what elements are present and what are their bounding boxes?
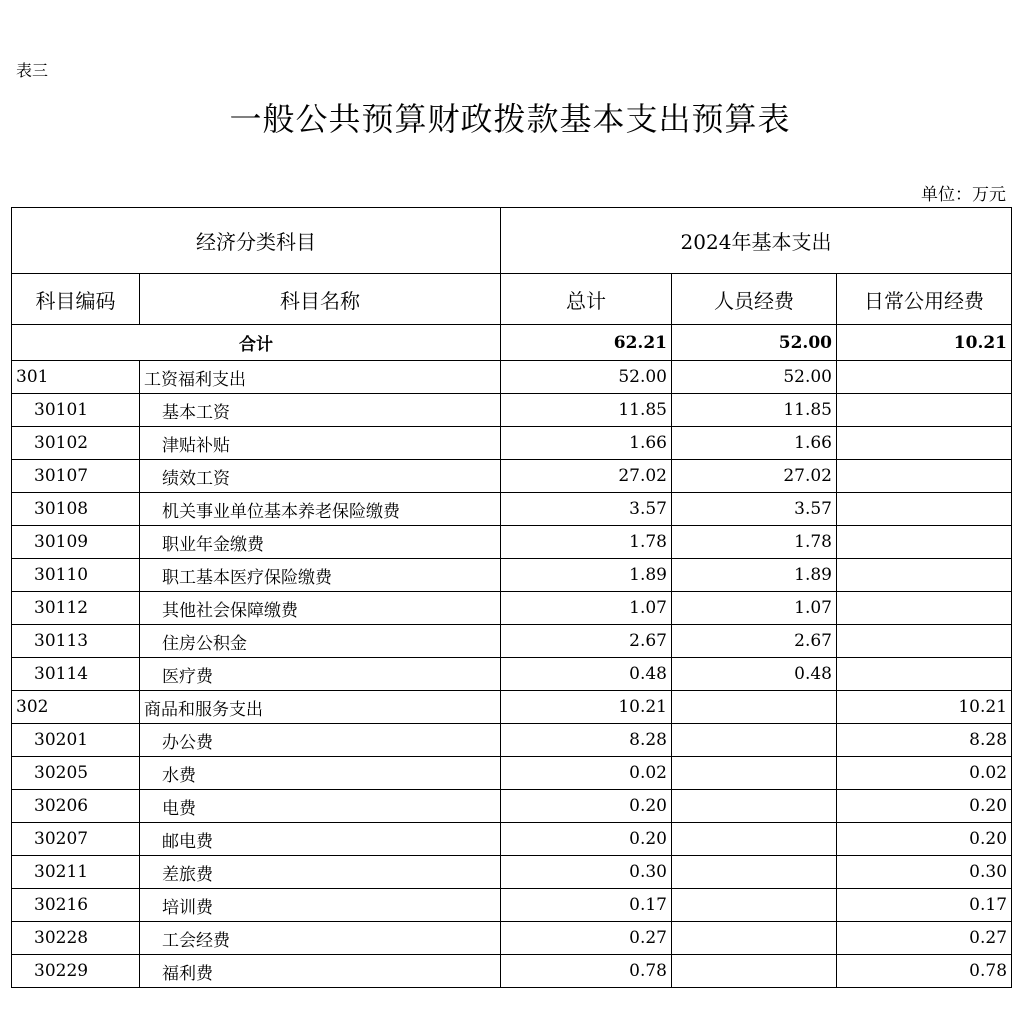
row-personnel: 11.85 — [672, 394, 837, 427]
row-code: 30108 — [12, 493, 140, 526]
row-personnel — [672, 889, 837, 922]
row-personnel: 2.67 — [672, 625, 837, 658]
row-code: 30229 — [12, 955, 140, 988]
row-code: 30114 — [12, 658, 140, 691]
row-total: 0.30 — [501, 856, 672, 889]
total-label: 合计 — [12, 325, 501, 361]
row-total: 1.78 — [501, 526, 672, 559]
table-row — [12, 856, 1012, 889]
row-name: 电费 — [140, 790, 501, 823]
row-personnel — [672, 922, 837, 955]
header-econ-classification: 经济分类科目 — [12, 208, 501, 274]
row-total: 52.00 — [501, 361, 672, 394]
total-total: 62.21 — [501, 325, 672, 361]
row-public — [837, 493, 1012, 526]
row-name: 机关事业单位基本养老保险缴费 — [140, 493, 501, 526]
table-row — [12, 790, 1012, 823]
row-personnel: 1.89 — [672, 559, 837, 592]
budget-table — [11, 207, 1012, 988]
row-code: 30102 — [12, 427, 140, 460]
table-body — [12, 208, 1012, 988]
row-personnel — [672, 823, 837, 856]
row-name: 差旅费 — [140, 856, 501, 889]
table-row — [12, 724, 1012, 757]
row-personnel: 52.00 — [672, 361, 837, 394]
row-public — [837, 361, 1012, 394]
row-public: 0.27 — [837, 922, 1012, 955]
row-personnel — [672, 856, 837, 889]
row-personnel: 1.07 — [672, 592, 837, 625]
unit-label: 单位：万元 — [921, 185, 1006, 205]
page-title: 一般公共预算财政拨款基本支出预算表 — [229, 100, 791, 138]
row-code: 30206 — [12, 790, 140, 823]
row-code: 30109 — [12, 526, 140, 559]
row-code: 30228 — [12, 922, 140, 955]
row-code: 30205 — [12, 757, 140, 790]
header-row-group — [12, 208, 1012, 274]
row-personnel: 3.57 — [672, 493, 837, 526]
row-code: 30211 — [12, 856, 140, 889]
row-name: 办公费 — [140, 724, 501, 757]
header-code: 科目编码 — [12, 274, 140, 325]
header-public: 日常公用经费 — [837, 274, 1012, 325]
row-code: 30107 — [12, 460, 140, 493]
row-personnel — [672, 790, 837, 823]
row-name: 绩效工资 — [140, 460, 501, 493]
row-name: 医疗费 — [140, 658, 501, 691]
row-total: 27.02 — [501, 460, 672, 493]
row-personnel — [672, 955, 837, 988]
row-personnel: 1.66 — [672, 427, 837, 460]
row-personnel: 1.78 — [672, 526, 837, 559]
row-code: 302 — [12, 691, 140, 724]
row-total: 0.48 — [501, 658, 672, 691]
row-code: 30216 — [12, 889, 140, 922]
row-name: 福利费 — [140, 955, 501, 988]
row-name: 职业年金缴费 — [140, 526, 501, 559]
header-row-columns — [12, 274, 1012, 325]
table-row — [12, 493, 1012, 526]
row-public: 10.21 — [837, 691, 1012, 724]
row-total: 2.67 — [501, 625, 672, 658]
row-total: 11.85 — [501, 394, 672, 427]
row-code: 30110 — [12, 559, 140, 592]
row-public: 8.28 — [837, 724, 1012, 757]
row-name: 住房公积金 — [140, 625, 501, 658]
row-public: 0.20 — [837, 823, 1012, 856]
table-row — [12, 394, 1012, 427]
total-row — [12, 325, 1012, 361]
row-name: 商品和服务支出 — [140, 691, 501, 724]
table-row — [12, 427, 1012, 460]
row-name: 职工基本医疗保险缴费 — [140, 559, 501, 592]
row-public — [837, 658, 1012, 691]
row-name: 邮电费 — [140, 823, 501, 856]
row-name: 工资福利支出 — [140, 361, 501, 394]
table-row — [12, 889, 1012, 922]
row-public: 0.17 — [837, 889, 1012, 922]
row-public: 0.02 — [837, 757, 1012, 790]
row-total: 0.20 — [501, 790, 672, 823]
row-public — [837, 559, 1012, 592]
row-name: 津贴补贴 — [140, 427, 501, 460]
total-public: 10.21 — [837, 325, 1012, 361]
header-total: 总计 — [501, 274, 672, 325]
table-row — [12, 691, 1012, 724]
header-name: 科目名称 — [140, 274, 501, 325]
row-code: 30201 — [12, 724, 140, 757]
row-name: 水费 — [140, 757, 501, 790]
row-total: 0.02 — [501, 757, 672, 790]
row-total: 8.28 — [501, 724, 672, 757]
row-total: 3.57 — [501, 493, 672, 526]
row-personnel: 27.02 — [672, 460, 837, 493]
row-total: 1.89 — [501, 559, 672, 592]
table-row — [12, 559, 1012, 592]
row-public — [837, 427, 1012, 460]
table-row — [12, 361, 1012, 394]
row-name: 其他社会保障缴费 — [140, 592, 501, 625]
table-row — [12, 922, 1012, 955]
row-total: 1.66 — [501, 427, 672, 460]
table-row — [12, 592, 1012, 625]
row-code: 30101 — [12, 394, 140, 427]
row-total: 1.07 — [501, 592, 672, 625]
header-basic-expenditure: 2024年基本支出 — [501, 208, 1012, 274]
table-row — [12, 823, 1012, 856]
row-personnel — [672, 691, 837, 724]
row-code: 30207 — [12, 823, 140, 856]
table-row — [12, 955, 1012, 988]
row-total: 0.20 — [501, 823, 672, 856]
row-personnel: 0.48 — [672, 658, 837, 691]
row-name: 基本工资 — [140, 394, 501, 427]
row-name: 工会经费 — [140, 922, 501, 955]
row-personnel — [672, 757, 837, 790]
header-personnel: 人员经费 — [672, 274, 837, 325]
row-name: 培训费 — [140, 889, 501, 922]
table-number: 表三 — [16, 61, 49, 80]
row-public — [837, 625, 1012, 658]
row-public: 0.30 — [837, 856, 1012, 889]
row-public: 0.20 — [837, 790, 1012, 823]
row-code: 30113 — [12, 625, 140, 658]
row-personnel — [672, 724, 837, 757]
row-public — [837, 526, 1012, 559]
row-public — [837, 460, 1012, 493]
row-total: 10.21 — [501, 691, 672, 724]
row-public — [837, 592, 1012, 625]
total-personnel: 52.00 — [672, 325, 837, 361]
row-public: 0.78 — [837, 955, 1012, 988]
table-row — [12, 757, 1012, 790]
row-code: 301 — [12, 361, 140, 394]
table-row — [12, 625, 1012, 658]
row-public — [837, 394, 1012, 427]
row-code: 30112 — [12, 592, 140, 625]
table-row — [12, 460, 1012, 493]
table-row — [12, 658, 1012, 691]
row-total: 0.78 — [501, 955, 672, 988]
row-total: 0.17 — [501, 889, 672, 922]
table-row — [12, 526, 1012, 559]
row-total: 0.27 — [501, 922, 672, 955]
